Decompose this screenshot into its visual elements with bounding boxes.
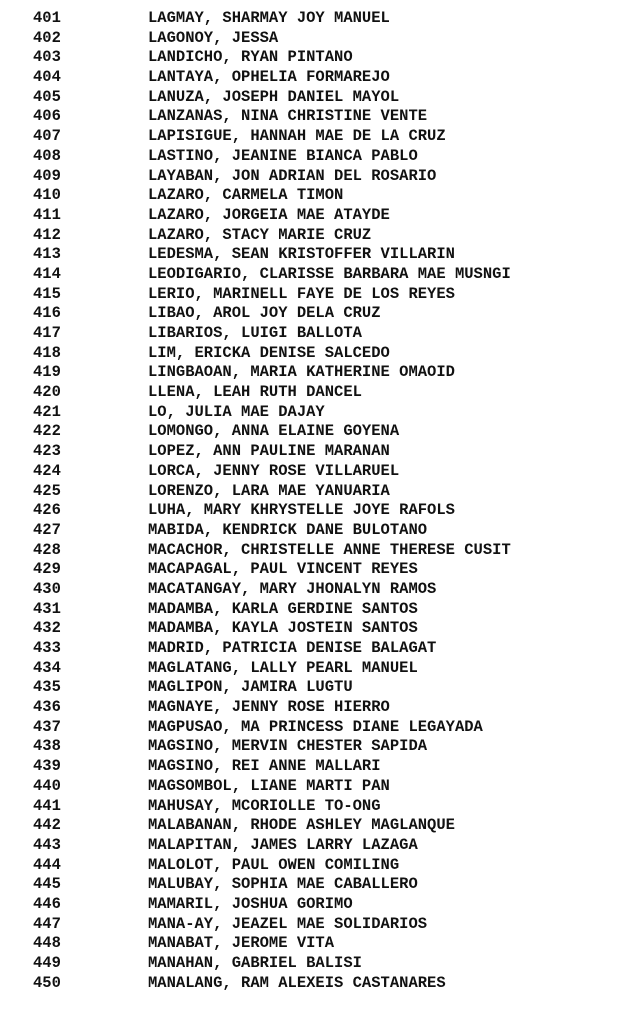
list-item — [0, 600, 637, 620]
entry-name: MANA-AY, JEAZEL MAE SOLIDARIOS — [148, 914, 428, 933]
list-item — [0, 462, 637, 482]
entry-number: 407 — [33, 127, 61, 146]
entry-number: 404 — [33, 68, 61, 87]
list-item — [0, 954, 637, 974]
entry-name: LAGMAY, SHARMAY JOY MANUEL — [148, 9, 390, 27]
entry-number: 436 — [33, 698, 61, 717]
entry-number: 417 — [33, 324, 61, 342]
entry-name: MAGSOMBOL, LIANE MARTI PAN — [148, 776, 390, 795]
list-item — [0, 442, 637, 462]
entry-name: LANZANAS, NINA CHRISTINE VENTE — [148, 107, 428, 126]
entry-number: 403 — [33, 48, 61, 67]
entry-number: 421 — [33, 402, 61, 421]
entry-number: 447 — [33, 914, 61, 933]
list-item — [0, 48, 637, 68]
name-list — [0, 9, 637, 993]
entry-name: LIM, ERICKA DENISE SALCEDO — [148, 343, 390, 362]
entry-name: MAGLIPON, JAMIRA LUGTU — [148, 678, 353, 697]
list-item — [0, 777, 637, 797]
list-item — [0, 659, 637, 679]
entry-name: LORCA, JENNY ROSE VILLARUEL — [148, 461, 400, 480]
entry-number: 414 — [33, 264, 61, 283]
entry-number: 432 — [33, 619, 61, 638]
list-item — [0, 285, 637, 305]
entry-number: 427 — [33, 520, 61, 539]
entry-name: LINGBAOAN, MARIA KATHERINE OMAOID — [148, 363, 455, 382]
list-item — [0, 560, 637, 580]
list-item — [0, 9, 637, 29]
entry-number: 422 — [33, 422, 61, 441]
entry-number: 415 — [33, 284, 61, 303]
list-item — [0, 875, 637, 895]
entry-name: MAGPUSAO, MA PRINCESS DIANE LEGAYADA — [148, 717, 483, 736]
entry-number: 411 — [33, 205, 61, 224]
entry-name: MALABANAN, RHODE ASHLEY MAGLANQUE — [148, 816, 455, 835]
list-item — [0, 619, 637, 639]
entry-name: LEODIGARIO, CLARISSE BARBARA MAE MUSNGI — [148, 264, 511, 283]
list-item — [0, 698, 637, 718]
entry-name: LIBARIOS, LUIGI BALLOTA — [148, 324, 362, 342]
list-item — [0, 895, 637, 915]
entry-number: 448 — [33, 934, 61, 953]
entry-name: LORENZO, LARA MAE YANUARIA — [148, 481, 390, 500]
list-item — [0, 363, 637, 383]
entry-name: LOPEZ, ANN PAULINE MARANAN — [148, 442, 390, 461]
list-item — [0, 383, 637, 403]
list-item — [0, 757, 637, 777]
entry-name: MACACHOR, CHRISTELLE ANNE THERESE CUSIT — [148, 540, 511, 559]
list-item — [0, 816, 637, 836]
entry-number: 430 — [33, 579, 61, 598]
entry-number: 413 — [33, 245, 61, 264]
entry-name: MAHUSAY, MCORIOLLE TO-ONG — [148, 796, 381, 815]
entry-name: MAGLATANG, LALLY PEARL MANUEL — [148, 658, 418, 677]
list-item — [0, 206, 637, 226]
entry-number: 416 — [33, 304, 61, 323]
entry-name: LO, JULIA MAE DAJAY — [148, 402, 325, 421]
entry-number: 428 — [33, 540, 61, 559]
entry-number: 402 — [33, 28, 61, 47]
list-item — [0, 856, 637, 876]
entry-number: 445 — [33, 875, 61, 894]
entry-name: MAMARIL, JOSHUA GORIMO — [148, 894, 353, 913]
entry-number: 410 — [33, 186, 61, 205]
list-item — [0, 167, 637, 187]
entry-name: MACATANGAY, MARY JHONALYN RAMOS — [148, 579, 437, 598]
entry-name: MAGNAYE, JENNY ROSE HIERRO — [148, 698, 390, 717]
list-item — [0, 29, 637, 49]
list-item — [0, 836, 637, 856]
entry-number: 401 — [33, 9, 61, 27]
entry-number: 440 — [33, 776, 61, 795]
entry-number: 431 — [33, 599, 61, 618]
entry-name: LERIO, MARINELL FAYE DE LOS REYES — [148, 284, 455, 303]
list-item — [0, 186, 637, 206]
list-item — [0, 580, 637, 600]
list-item — [0, 541, 637, 561]
entry-number: 433 — [33, 639, 61, 657]
entry-number: 412 — [33, 225, 61, 244]
entry-name: LANUZA, JOSEPH DANIEL MAYOL — [148, 87, 400, 106]
entry-number: 419 — [33, 363, 61, 382]
entry-name: MANAHAN, GABRIEL BALISI — [148, 954, 362, 972]
entry-number: 443 — [33, 835, 61, 854]
list-item — [0, 639, 637, 659]
entry-name: MADAMBA, KARLA GERDINE SANTOS — [148, 599, 418, 618]
list-item — [0, 403, 637, 423]
entry-name: LAZARO, CARMELA TIMON — [148, 186, 344, 205]
list-item — [0, 718, 637, 738]
list-item — [0, 797, 637, 817]
entry-name: MADRID, PATRICIA DENISE BALAGAT — [148, 639, 437, 657]
entry-name: MACAPAGAL, PAUL VINCENT REYES — [148, 560, 418, 579]
list-item — [0, 265, 637, 285]
entry-name: MABIDA, KENDRICK DANE BULOTANO — [148, 520, 428, 539]
entry-number: 424 — [33, 461, 61, 480]
entry-name: LAYABAN, JON ADRIAN DEL ROSARIO — [148, 166, 437, 185]
entry-name: LASTINO, JEANINE BIANCA PABLO — [148, 146, 418, 165]
entry-number: 406 — [33, 107, 61, 126]
entry-number: 425 — [33, 481, 61, 500]
entry-number: 405 — [33, 87, 61, 106]
list-item — [0, 127, 637, 147]
list-item — [0, 68, 637, 88]
entry-number: 442 — [33, 816, 61, 835]
entry-name: LAZARO, STACY MARIE CRUZ — [148, 225, 372, 244]
entry-number: 450 — [33, 973, 61, 992]
entry-name: MALUBAY, SOPHIA MAE CABALLERO — [148, 875, 418, 894]
list-item — [0, 737, 637, 757]
entry-name: LAPISIGUE, HANNAH MAE DE LA CRUZ — [148, 127, 446, 146]
list-item — [0, 107, 637, 127]
entry-name: LIBAO, AROL JOY DELA CRUZ — [148, 304, 381, 323]
list-item — [0, 678, 637, 698]
entry-name: LAGONOY, JESSA — [148, 28, 279, 47]
entry-name: MALOLOT, PAUL OWEN COMILING — [148, 855, 400, 874]
list-item — [0, 88, 637, 108]
entry-number: 434 — [33, 658, 61, 677]
entry-number: 423 — [33, 442, 61, 461]
list-item — [0, 501, 637, 521]
entry-name: MANALANG, RAM ALEXEIS CASTANARES — [148, 973, 446, 992]
entry-number: 437 — [33, 717, 61, 736]
list-item — [0, 915, 637, 935]
entry-number: 418 — [33, 343, 61, 362]
list-item — [0, 344, 637, 364]
list-item — [0, 226, 637, 246]
list-item — [0, 304, 637, 324]
entry-number: 439 — [33, 757, 61, 776]
entry-number: 420 — [33, 383, 61, 402]
list-item — [0, 324, 637, 344]
entry-number: 444 — [33, 855, 61, 874]
entry-name: LANDICHO, RYAN PINTANO — [148, 48, 353, 67]
entry-name: LEDESMA, SEAN KRISTOFFER VILLARIN — [148, 245, 455, 264]
list-item — [0, 482, 637, 502]
entry-number: 441 — [33, 796, 61, 815]
entry-name: LOMONGO, ANNA ELAINE GOYENA — [148, 422, 400, 441]
entry-name: LUHA, MARY KHRYSTELLE JOYE RAFOLS — [148, 501, 455, 520]
list-item — [0, 245, 637, 265]
entry-number: 438 — [33, 737, 61, 756]
entry-number: 435 — [33, 678, 61, 697]
list-item — [0, 147, 637, 167]
entry-name: MANABAT, JEROME VITA — [148, 934, 335, 953]
entry-name: MAGSINO, REI ANNE MALLARI — [148, 757, 381, 776]
entry-name: MAGSINO, MERVIN CHESTER SAPIDA — [148, 737, 428, 756]
list-item — [0, 974, 637, 994]
entry-name: LAZARO, JORGEIA MAE ATAYDE — [148, 205, 390, 224]
list-item — [0, 934, 637, 954]
entry-name: LANTAYA, OPHELIA FORMAREJO — [148, 68, 390, 87]
entry-number: 408 — [33, 146, 61, 165]
entry-name: MALAPITAN, JAMES LARRY LAZAGA — [148, 835, 418, 854]
entry-name: MADAMBA, KAYLA JOSTEIN SANTOS — [148, 619, 418, 638]
entry-number: 449 — [33, 954, 61, 972]
list-item — [0, 521, 637, 541]
entry-number: 429 — [33, 560, 61, 579]
entry-number: 446 — [33, 894, 61, 913]
list-item — [0, 422, 637, 442]
entry-number: 409 — [33, 166, 61, 185]
entry-number: 426 — [33, 501, 61, 520]
entry-name: LLENA, LEAH RUTH DANCEL — [148, 383, 362, 402]
